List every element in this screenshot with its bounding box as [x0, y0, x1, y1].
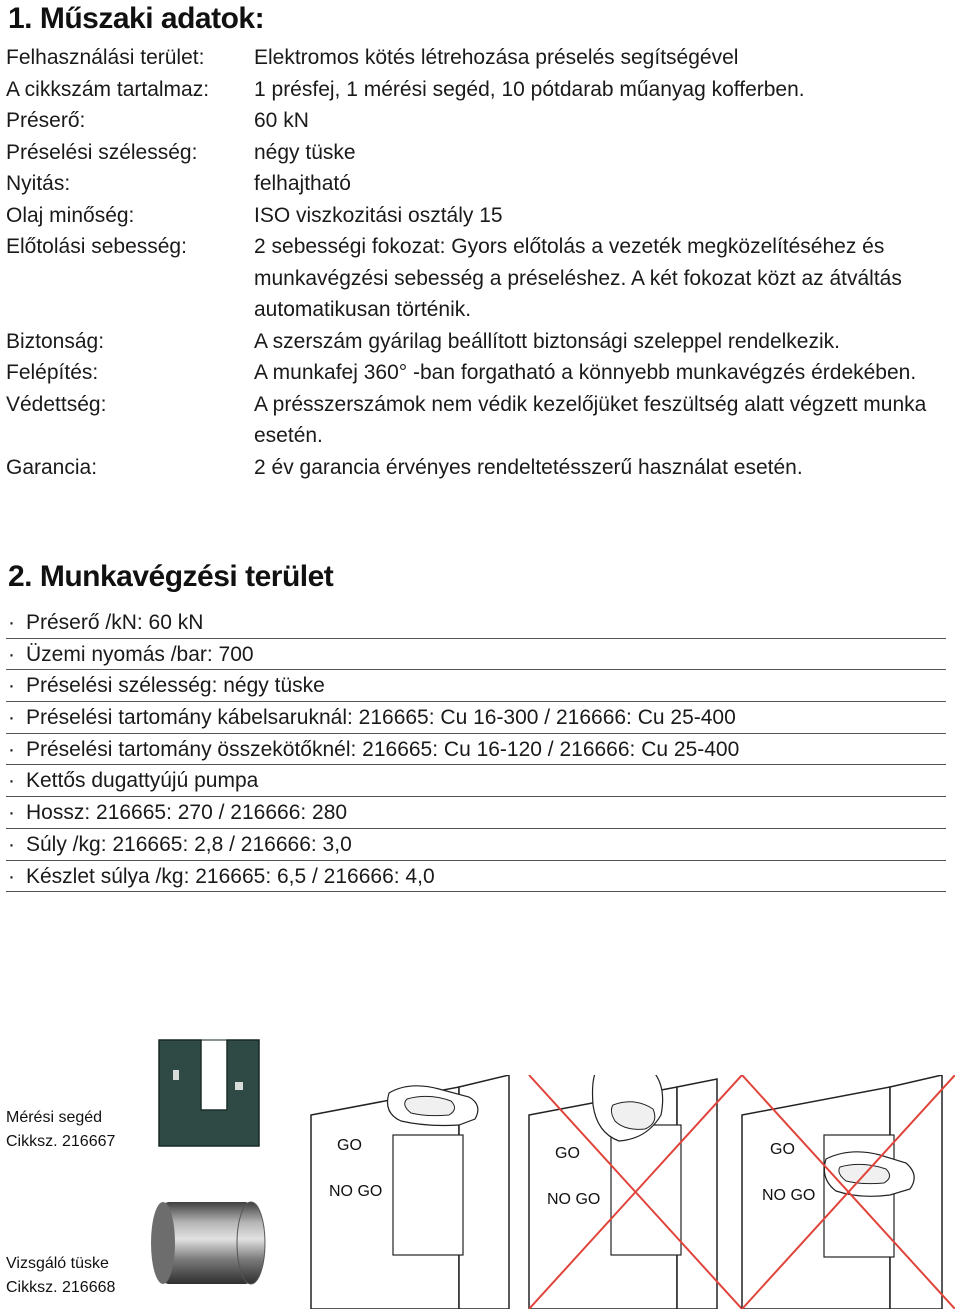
spec-row [6, 200, 956, 232]
work-area-list [6, 607, 946, 892]
spec-row [6, 42, 956, 74]
spec-row [6, 326, 956, 358]
bullet-icon: · [8, 706, 15, 730]
spec-value: Elektromos kötés létrehozása préselés segítségével [254, 46, 739, 69]
bullet-icon: · [8, 611, 15, 634]
spec-row [6, 231, 956, 326]
bullet-icon: · [8, 832, 15, 856]
list-item [6, 797, 946, 829]
go-label: GO [770, 1141, 795, 1158]
spec-value: 2 sebességi fokozat: Gyors előtolás a vezeték megközelítéséhez és munkavégzési sebesség a préseléshez. A két fokozat közt az átváltás automatikusan történik. [254, 235, 902, 321]
spec-row [6, 168, 956, 200]
go-nogo-panel-1 [309, 1075, 524, 1309]
list-item-text: Üzemi nyomás /bar: 700 [26, 642, 254, 666]
list-item [6, 861, 946, 893]
measure-caption-name: Mérési segéd [6, 1109, 103, 1126]
spec-value: felhajtható [254, 172, 351, 195]
list-item [6, 765, 946, 797]
spec-value: négy tüske [254, 140, 356, 164]
go-label: GO [555, 1145, 580, 1162]
spec-row [6, 137, 956, 169]
measure-caption [6, 1106, 115, 1154]
spec-value: A présszerszámok nem védik kezelőjüket feszültség alatt végzett munka esetén. [254, 392, 927, 447]
spec-label: A cikkszám tartalmaz: [6, 77, 210, 101]
spec-row [6, 74, 956, 106]
spec-value: A munkafej 360° -ban forgatható a könnyebb munkavégzés érdekében. [254, 361, 917, 384]
nogo-label: NO GO [329, 1183, 383, 1200]
spec-label: Nyitás: [6, 172, 71, 195]
list-item-text: Hossz: 216665: 270 / 216666: 280 [26, 801, 348, 825]
spec-value: A szerszám gyárilag beállított biztonsági szeleppel rendelkezik. [254, 329, 840, 353]
bullet-icon: · [8, 737, 15, 761]
go-nogo-panel-2 [527, 1075, 742, 1309]
test-pin-image [143, 1180, 275, 1306]
spec-label: Előtolási sebesség: [6, 235, 187, 258]
pin-caption-name: Vizsgáló tüske [6, 1255, 109, 1272]
list-item-text: Préselési tartomány kábelsaruknál: 216665: Cu 16-300 / 216666: Cu 25-400 [26, 706, 736, 730]
list-item [6, 639, 946, 671]
list-item [6, 702, 946, 734]
spec-row [6, 357, 956, 389]
spec-label: Garancia: [6, 455, 98, 479]
spec-label: Préserő: [6, 109, 86, 132]
list-item-text: Kettős dugattyújú pumpa [26, 769, 259, 793]
bullet-icon: · [8, 864, 15, 888]
list-item [6, 829, 946, 861]
spec-label: Olaj minőség: [6, 203, 135, 227]
spec-label: Felhasználási terület: [6, 46, 205, 69]
spec-label: Préselési szélesség: [6, 140, 198, 164]
bullet-icon: · [8, 769, 15, 793]
list-item [6, 607, 946, 639]
spec-value: 1 présfej, 1 mérési segéd, 10 pótdarab műanyag kofferben. [254, 77, 805, 101]
spec-label: Biztonság: [6, 329, 105, 353]
go-label: GO [337, 1137, 362, 1154]
list-item [6, 734, 946, 766]
spec-label: Felépítés: [6, 361, 99, 384]
list-item-text: Préserő /kN: 60 kN [26, 611, 204, 634]
spec-value: 60 kN [254, 109, 309, 132]
list-item-text: Súly /kg: 216665: 2,8 / 216666: 3,0 [26, 832, 352, 856]
spec-table [6, 42, 956, 483]
measure-caption-code: Cikksz. 216667 [6, 1133, 116, 1150]
nogo-label: NO GO [547, 1191, 601, 1208]
spec-row [6, 105, 956, 137]
list-item-text: Préselési szélesség: négy tüske [26, 674, 325, 698]
bullet-icon: · [8, 674, 15, 698]
spec-row [6, 389, 956, 452]
spec-value: 2 év garancia érvényes rendeltetésszerű használat esetén. [254, 455, 803, 479]
spec-row [6, 452, 956, 484]
go-nogo-panel-3 [740, 1075, 955, 1309]
measuring-gauge-image [143, 1032, 275, 1154]
pin-caption [6, 1252, 115, 1300]
pin-caption-code: Cikksz. 216668 [6, 1279, 116, 1296]
work-area-heading: 2. Munkavégzési terület [8, 560, 334, 593]
spec-value: ISO viszkozitási osztály 15 [254, 203, 503, 227]
bullet-icon: · [8, 642, 15, 666]
spec-label: Védettség: [6, 392, 107, 416]
bullet-icon: · [8, 801, 15, 825]
list-item [6, 670, 946, 702]
spec-heading: 1. Műszaki adatok: [8, 2, 265, 35]
list-item-text: Préselési tartomány összekötőknél: 216665: Cu 16-120 / 216666: Cu 25-400 [26, 737, 740, 761]
nogo-label: NO GO [762, 1187, 816, 1204]
list-item-text: Készlet súlya /kg: 216665: 6,5 / 216666: 4,0 [26, 864, 435, 888]
